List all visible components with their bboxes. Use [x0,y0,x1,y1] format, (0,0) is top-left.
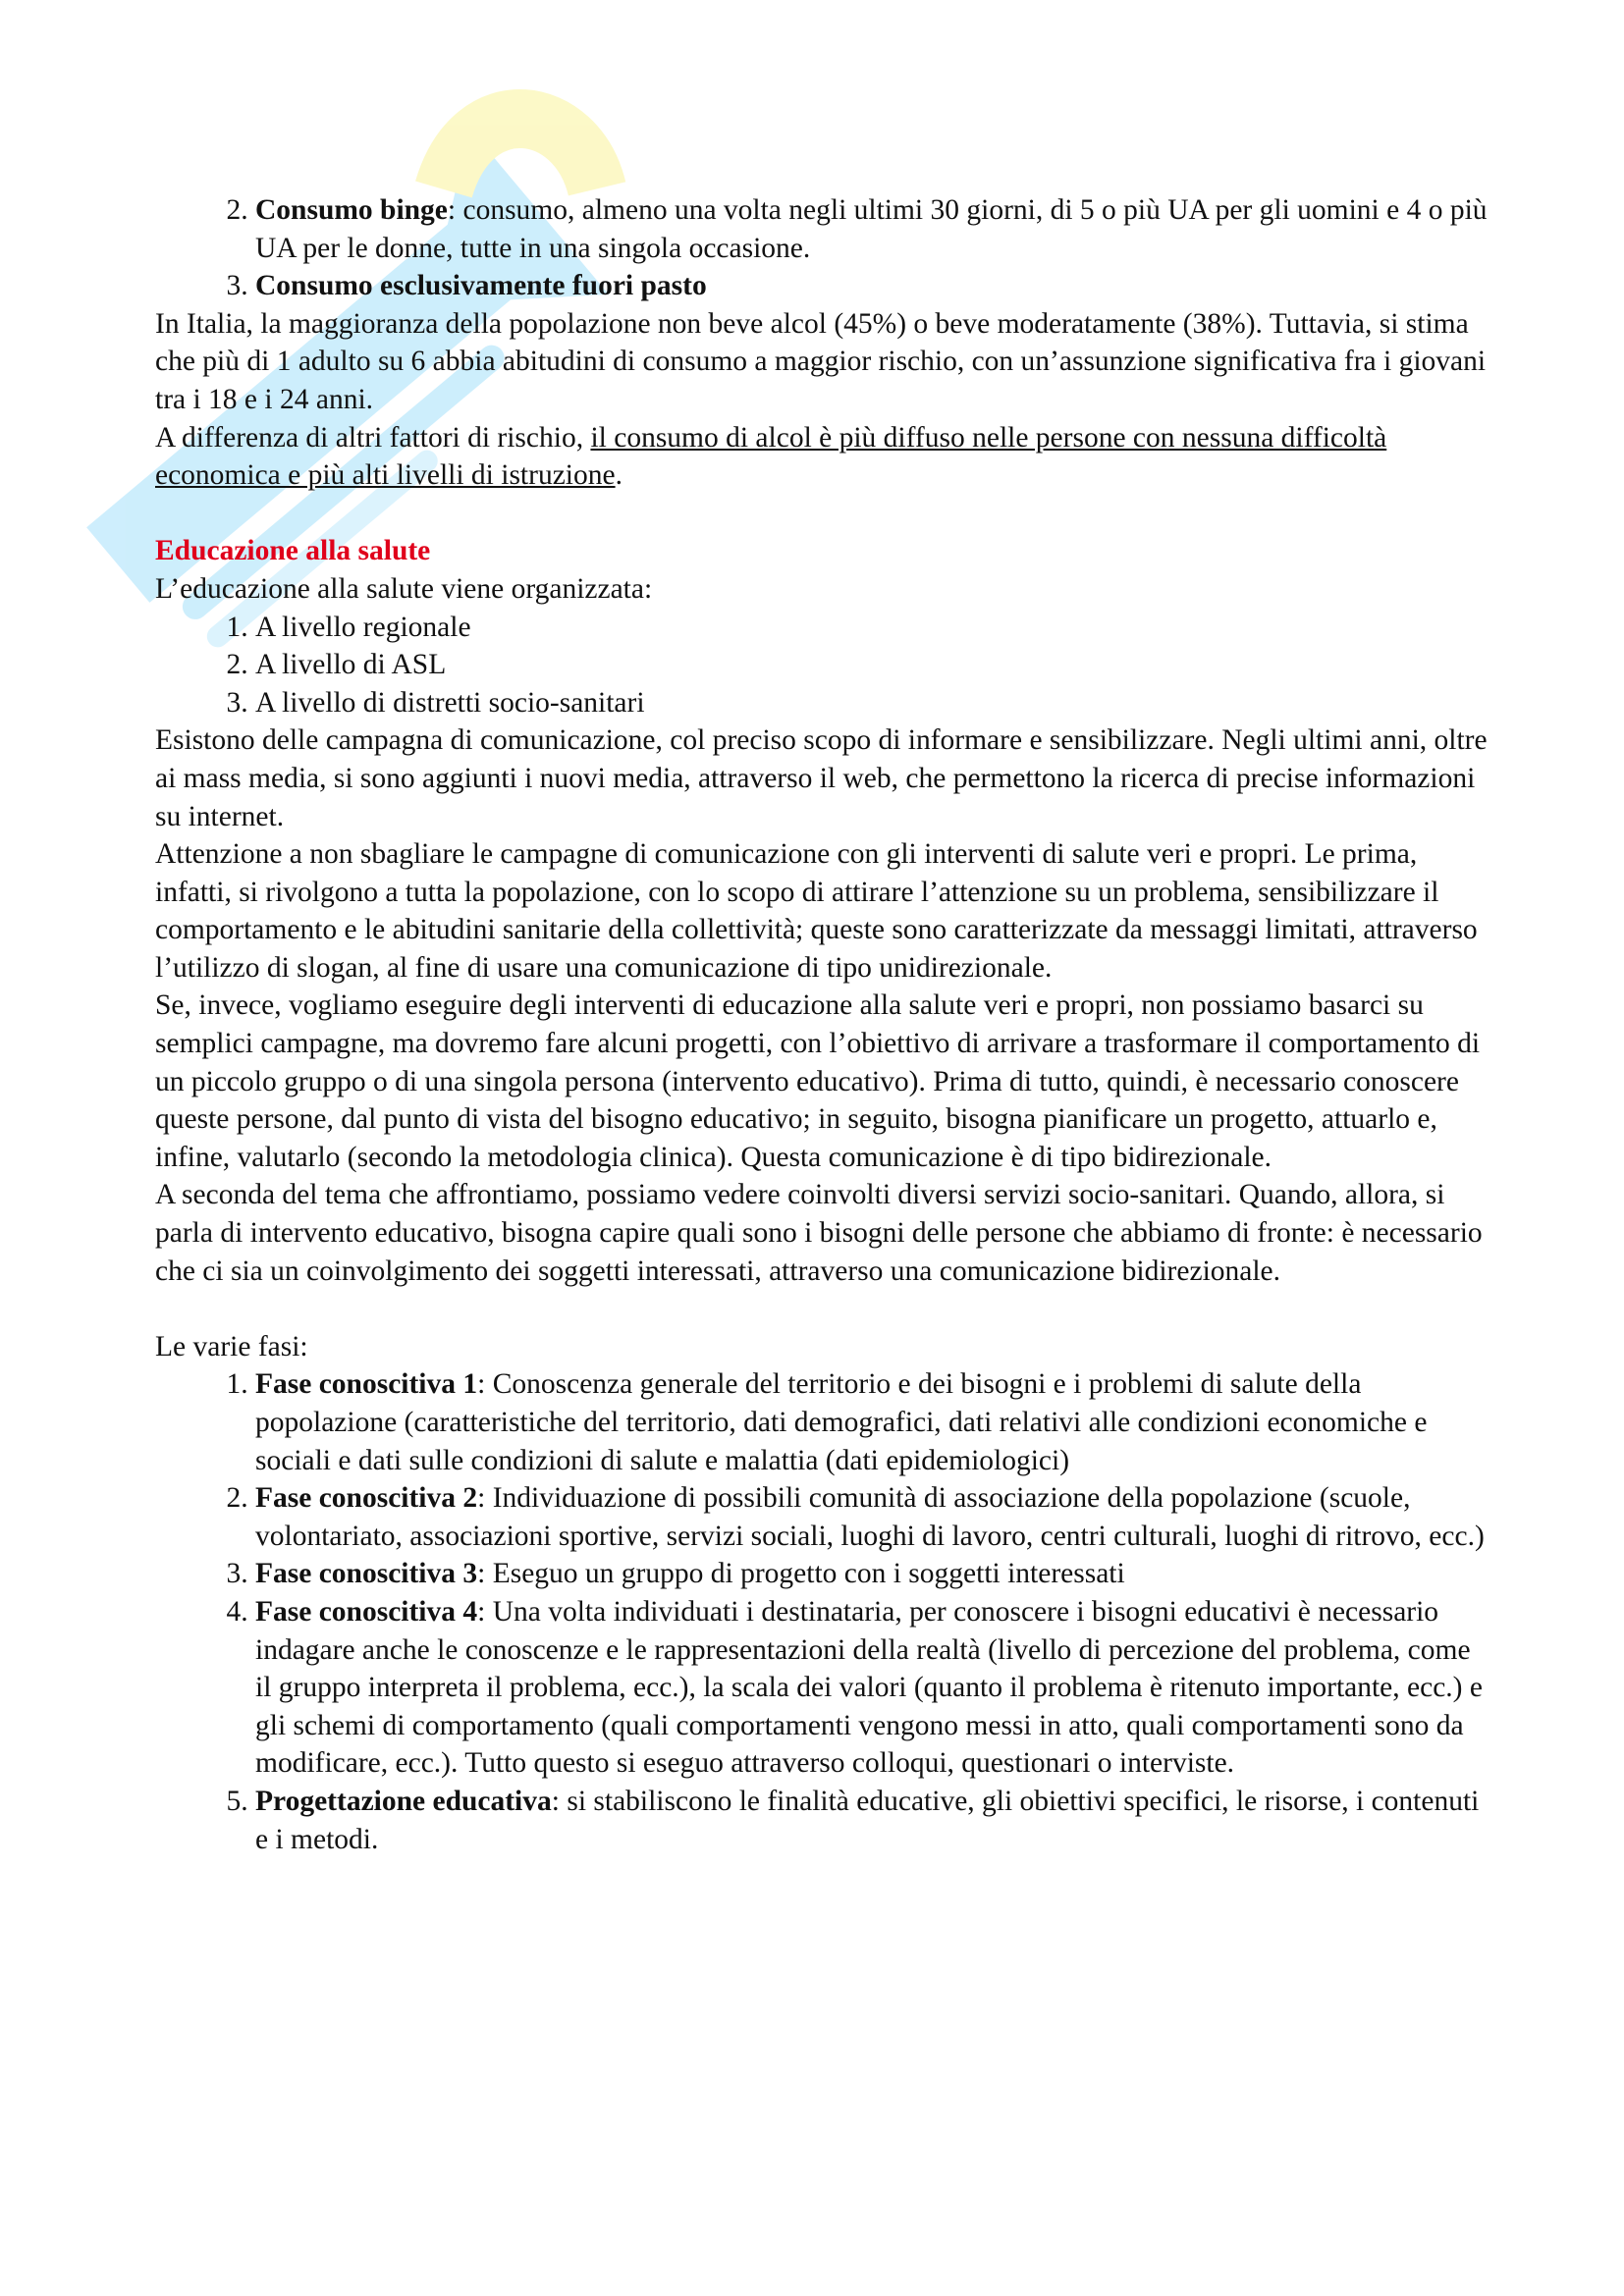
top-list [155,191,1490,305]
list-item: 5. Progettazione educativa: si stabiliscono le finalità educative, gli obiettivi specifici, le risorse, i contenuti e i metodi. [255,1783,1490,1858]
section-lead: L’educazione alla salute viene organizzata: [155,572,653,605]
body-paragraph: Attenzione a non sbagliare le campagne di comunicazione con gli interventi di salute veri e propri. Le prima, infatti, si rivolgono a tutta la popolazione, con lo scopo di attirare l’attenzione su un problema, sensibilizzare il comportamento e le abitudini sanitarie della collettività; queste sono caratterizzate da messaggi limitati, attraverso l’utilizzo di slogan, al fine di usare una comunicazione di tipo unidirezionale. [155,838,1478,984]
list-item: 2. Fase conoscitiva 2: Individuazione di possibili comunità di associazione della popolazione (scuole, volontariato, associazioni sportive, servizi sociali, luoghi di lavoro, centri culturali, luoghi di ritrovo, ecc.) [255,1479,1490,1555]
phases-list [155,1365,1490,1858]
intro-paragraph-underlined: A differenza di altri fattori di rischio, il consumo di alcol è più diffuso nelle persone con nessuna difficoltà economica e più alti livelli di istruzione. [155,421,1387,492]
list-item: 3. A livello di distretti socio-sanitari [255,684,1490,722]
body-paragraph: A seconda del tema che affrontiamo, possiamo vedere coinvolti diversi servizi socio-sanitari. Quando, allora, si parla di intervento educativo, bisogna capire quali sono i bisogni delle persone che abbiamo di fronte: è necessario che ci sia un coinvolgimento dei soggetti interessati, attraverso una comunicazione bidirezionale. [155,1179,1483,1287]
list-item: 3. Consumo esclusivamente fuori pasto [255,267,1490,305]
phases-lead: Le varie fasi: [155,1330,308,1362]
section-heading: Educazione alla salute [155,535,431,567]
levels-list [155,609,1490,722]
list-item: 3. Fase conoscitiva 3: Eseguo un gruppo di progetto con i soggetti interessati [255,1555,1490,1593]
list-item: 4. Fase conoscitiva 4: Una volta individuati i destinataria, per conoscere i bisogni educativi è necessario indagare anche le conoscenze e le rappresentazioni della realtà (livello di percezione del problema, come il gruppo interpreta il problema, ecc.), la scala dei valori (quanto il problema è ritenuto importante, ecc.) e gli schemi di comportamento (quali comportamenti vengono messi in atto, quali comportamenti sono da modificare, ecc.). Tutto questo si eseguo attraverso colloqui, questionari o interviste. [255,1593,1490,1783]
list-item: 1. A livello regionale [255,609,1490,647]
document-page [155,191,1490,1858]
intro-paragraph: In Italia, la maggioranza della popolazione non beve alcol (45%) o beve moderatamente (38%). Tuttavia, si stima che più di 1 adulto su 6 abbia abitudini di consumo a maggior rischio, con un’assunzione significativa fra i giovani tra i 18 e i 24 anni. [155,307,1487,415]
list-item: 1. Fase conoscitiva 1: Conoscenza generale del territorio e dei bisogni e i problemi di salute della popolazione (caratteristiche del territorio, dati demografici, dati relativi alle condizioni economiche e sociali e dati sulle condizioni di salute e malattia (dati epidemiologici) [255,1365,1490,1479]
body-paragraph: Se, invece, vogliamo eseguire degli interventi di educazione alla salute veri e propri, non possiamo basarci su semplici campagne, ma dovremo fare alcuni progetti, con l’obiettivo di arrivare a trasformare il comportamento di un piccolo gruppo o di una singola persona (intervento educativo). Prima di tutto, quindi, è necessario conoscere queste persone, dal punto di vista del bisogno educativo; in seguito, bisogna pianificare un progetto, attuarlo e, infine, valutarlo (secondo la metodologia clinica). Questa comunicazione è di tipo bidirezionale. [155,989,1481,1173]
body-paragraph: Esistono delle campagna di comunicazione, col preciso scopo di informare e sensibilizzare. Negli ultimi anni, oltre ai mass media, si sono aggiunti i nuovi media, attraverso il web, che permettono la ricerca di precise informazioni su internet. [155,724,1488,832]
list-item: 2. A livello di ASL [255,646,1490,684]
list-item: 2. Consumo binge: consumo, almeno una volta negli ultimi 30 giorni, di 5 o più UA per gli uomini e 4 o più UA per le donne, tutte in una singola occasione. [255,191,1490,267]
